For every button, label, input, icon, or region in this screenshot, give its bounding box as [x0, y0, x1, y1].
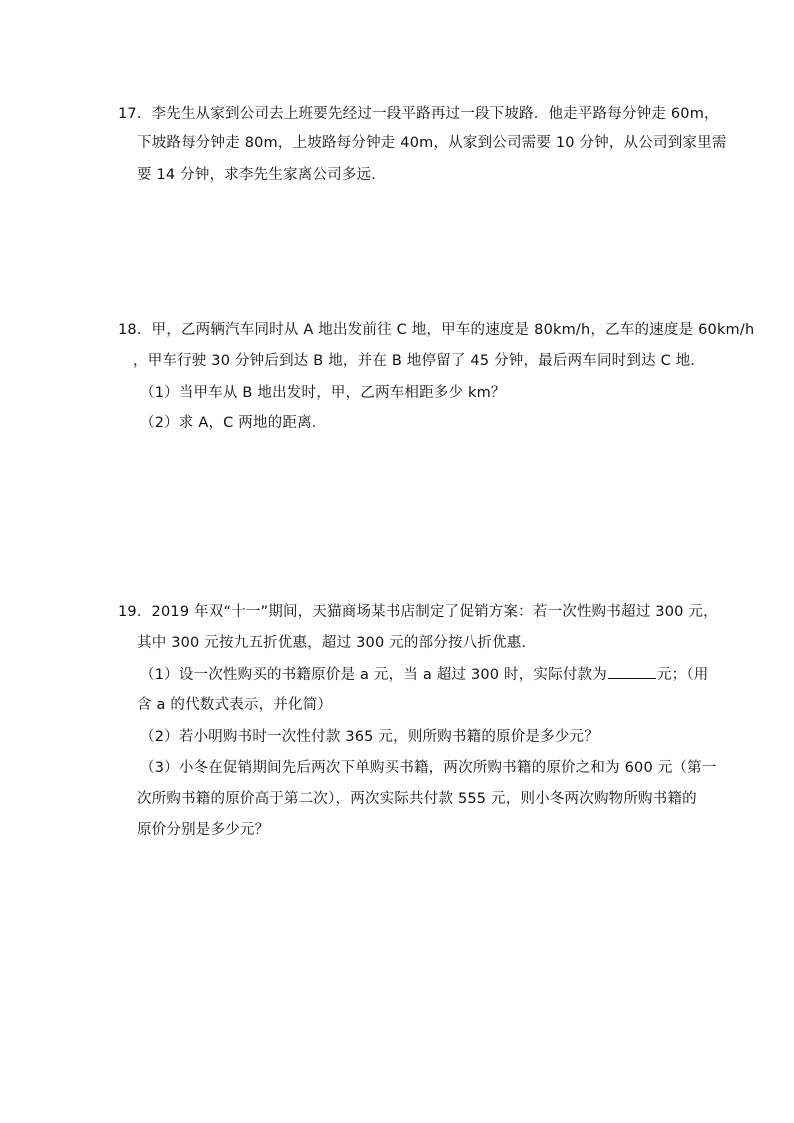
question-18-sub-1: （1）当甲车从 B 地出发时，甲，乙两车相距多少 km？	[140, 385, 506, 401]
question-19-sub-1	[140, 664, 709, 685]
question-17-line-3: 要 14 分钟，求李先生家离公司多远．	[137, 167, 386, 183]
question-18-sub-2: （2）求 A，C 两地的距离．	[140, 415, 327, 431]
question-19-line-2: 其中 300 元按九五折优惠，超过 300 元的部分按八折优惠．	[137, 635, 537, 651]
answer-blank[interactable]	[608, 664, 656, 679]
question-19-line-1: 19．2019 年双“十一”期间，天猫商场某书店制定了促销方案：若一次性购书超过 300 元，	[118, 604, 718, 620]
question-17-line-2: 下坡路每分钟走 80m，上坡路每分钟走 40m，从家到公司需要 10 分钟，从公司到家里需	[137, 135, 727, 151]
question-19-sub-1-text-b: 元；（用	[656, 667, 709, 683]
question-18-line-2: ，甲车行驶 30 分钟后到达 B 地，并在 B 地停留了 45 分钟，最后两车同时到达 C 地．	[133, 353, 706, 369]
question-17-line-1: 17．李先生从家到公司去上班要先经过一段平路再过一段下坡路．他走平路每分钟走 60m，	[118, 106, 719, 122]
question-19-sub-1-cont: 含 a 的代数式表示，并化简）	[137, 697, 333, 713]
question-19-sub-3-line-1: （3）小冬在促销期间先后两次下单购买书籍，两次所购书籍的原价之和为 600 元（第一	[140, 760, 717, 776]
question-18-line-1: 18．甲，乙两辆汽车同时从 A 地出发前往 C 地，甲车的速度是 80km/h，乙车的速度是 60km/h	[118, 322, 755, 338]
question-19-sub-1-text-a: （1）设一次性购买的书籍原价是 a 元，当 a 超过 300 时，实际付款为	[140, 667, 607, 683]
question-19-sub-2: （2）若小明购书时一次性付款 365 元，则所购书籍的原价是多少元？	[140, 729, 599, 745]
question-19-sub-3-line-2: 次所购书籍的原价高于第二次），两次实际共付款 555 元，则小冬两次购物所购书籍的	[137, 791, 697, 807]
question-19-sub-3-line-3: 原价分别是多少元？	[137, 822, 270, 838]
